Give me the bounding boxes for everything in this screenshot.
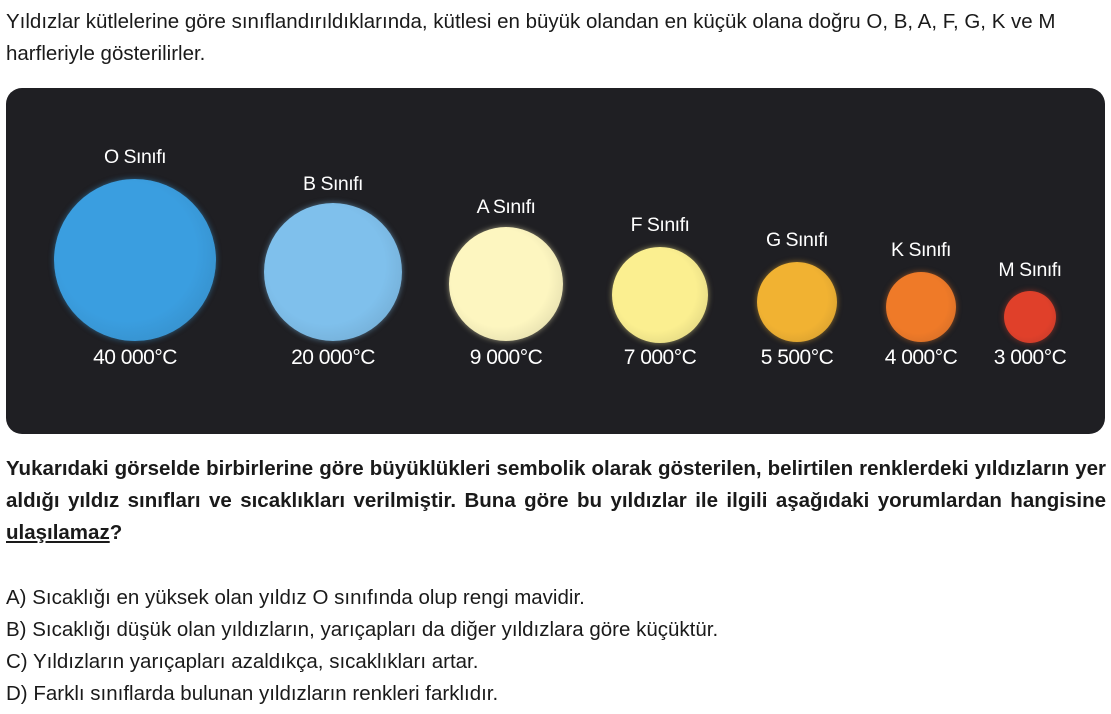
star-g-temp: 5 500°C <box>760 346 834 369</box>
star-classes-figure <box>6 88 1105 434</box>
option-a[interactable]: A) Sıcaklığı en yüksek olan yıldız O sınıfında olup rengi mavidir. <box>6 586 585 609</box>
star-m <box>1004 291 1056 343</box>
answer-options <box>6 582 1106 710</box>
option-b[interactable]: B) Sıcaklığı düşük olan yıldızların, yarıçapları da diğer yıldızlara göre küçüktür. <box>6 618 719 641</box>
question-mark: ? <box>109 521 123 544</box>
star-o-temp: 40 000°C <box>93 346 177 369</box>
star-f-temp: 7 000°C <box>623 346 697 369</box>
star-m-label: M Sınıfı <box>998 259 1062 281</box>
star-o-label: O Sınıfı <box>103 146 167 168</box>
star-m-temp: 3 000°C <box>993 346 1067 369</box>
star-k-temp: 4 000°C <box>884 346 958 369</box>
question-emphasis: ulaşılamaz <box>6 521 110 544</box>
star-a-temp: 9 000°C <box>469 346 543 369</box>
star-a-label: A Sınıfı <box>476 196 536 218</box>
option-c[interactable]: C) Yıldızların yarıçapları azaldıkça, sıcaklıkları artar. <box>6 650 479 673</box>
star-f-label: F Sınıfı <box>630 214 690 236</box>
star-a <box>449 227 563 341</box>
question-text <box>6 453 1106 549</box>
star-g <box>757 262 837 342</box>
star-o <box>54 179 216 341</box>
star-k-label: K Sınıfı <box>891 239 951 261</box>
star-b-temp: 20 000°C <box>291 346 375 369</box>
star-b-label: B Sınıfı <box>303 173 363 195</box>
intro-text: Yıldızlar kütlelerine göre sınıflandırıldıklarında, kütlesi en büyük olandan en küçük olana doğru O, B, A, F, G, K ve M harfleriyle gösterilirler. <box>6 10 1056 65</box>
star-b <box>264 203 402 341</box>
star-k <box>886 272 956 342</box>
option-d[interactable]: D) Farklı sınıflarda bulunan yıldızların renkleri farklıdır. <box>6 682 499 705</box>
question-body: Yukarıdaki görselde birbirlerine göre büyüklükleri sembolik olarak gösterilen, belirtilen renklerdeki yıldızların yer aldığı yıldız sınıfları ve sıcaklıkları verilmiştir. Buna göre bu yıldızlar ile ilgili aşağıdaki yorumlardan hangisine <box>6 457 1106 512</box>
star-f <box>612 247 708 343</box>
star-g-label: G Sınıfı <box>765 229 829 251</box>
